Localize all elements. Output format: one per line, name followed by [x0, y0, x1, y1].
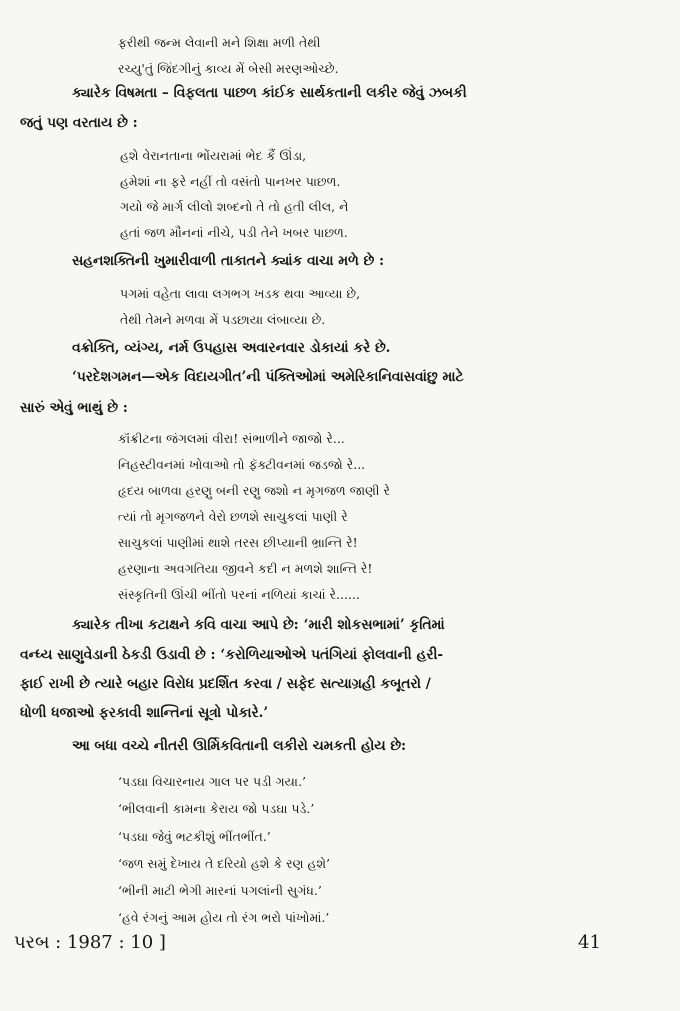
paragraph-line-4: વક્રોક્તિ, વ્યંગ્ય, નર્મ ઉપહાસ અવારનવાર ડોકાયાં કરે છે. [72, 340, 391, 356]
quote-line-5: ‘ભીની માટી ભેગી મારનાં પગલાંની સુગંધ.’ [118, 883, 322, 898]
quote-line-6: ‘હવે રંગનું આમ હોય તો રંગ ભરો પાંખોમાં.’ [118, 910, 330, 925]
paragraph-line-5: ‘પરદેશગમન—એક વિદાયગીત’ની પંક્તિઓમાં અમેરિકાનિવાસવાંછુ માટે [72, 369, 464, 385]
footer-issue: પરબ : 1987 : 10 ] [14, 932, 166, 953]
paragraph-line-3: સહનશક્તિની ખુમારીવાળી તાકાતને ક્યાંક વાચા મળે છે : [72, 253, 385, 269]
paragraph-line-6: સારું એવું ભાથું છે : [20, 400, 128, 416]
quote-line-1: ‘પડઘા વિચારનાય ગાલ પર પડી ગયા.’ [118, 774, 306, 789]
verse-line-7: પગમાં વહેતા લાવા લગભગ ખડક થવા આવ્યા છે, [120, 286, 361, 301]
song-line-2: નિહસ્ટીવનમાં ખોવાઓ તો ફૅક્ટીવનમાં જડજો રે... [118, 457, 366, 472]
quote-line-2: ‘ભીલવાની કામના કેરાય જો પડઘા પડે.’ [118, 801, 315, 816]
page-number: 41 [578, 932, 601, 953]
paragraph-line-2: જતું પણ વરતાય છે : [20, 115, 138, 131]
verse-line-2: રચ્યુ'તું જિંદગીનું કાવ્ય મેં બેસી મરણઓચ્છે. [118, 61, 339, 76]
quote-line-4: ‘જળ સમું દેખાય તે દરિયો હશે કે રણ હશે’ [118, 856, 330, 871]
paragraph-line-8: વન્ધ્ય સાણુવેડાની ઠેકડી ઉડાવી છે : ‘કરોળિયાઓએ પતંગિયાં ફોલવાની હરી- [20, 647, 444, 663]
paragraph-line-10: ધોળી ધજાઓ ફરકાવી શાન્તિનાં સૂત્રો પોકારે.’ [20, 705, 269, 721]
verse-line-5: ગયો જે માર્ગ લીલો શબ્દનો તે તો હતી લીલ, ને [120, 199, 349, 214]
verse-line-4: હમેશાં ના ફરે નહીં તો વસંતો પાનખર પાછળ. [120, 174, 341, 189]
quote-line-3: ‘પડઘા જેવું ભટકીશું ભીંતભીંત.’ [118, 829, 271, 844]
song-line-3: હૃદય બાળવા હરણુ બની રણુ જશો ન મૃગજળ જાણી રે [118, 483, 390, 498]
song-line-4: ત્યાં તો મૃગજળને વેરો છળશે સાચુકલાં પાણી રે [118, 509, 348, 524]
verse-line-3: હશે વેરાનતાના ભોંયરામાં ભેદ કૈં ઊંડા, [120, 148, 307, 163]
paragraph-line-1: ક્યારેક વિષમતા – વિફલતા પાછળ કાંઈક સાર્થકતાની લકીર જેવું ઝબકી [72, 85, 467, 101]
song-line-5: સાચુકલાં પાણીમાં થાશે તરસ છીપ્યાની ભ્રાન્તિ રે! [118, 535, 358, 550]
song-line-7: સંસ્કૃતિની ઊંચી ભીંતો પરનાં નળિયાં કાચાં રે...... [118, 587, 360, 602]
verse-line-6: હતાં જળ મૌનનાં નીચે, પડી તેને ખબર પાછળ. [120, 225, 348, 240]
song-line-6: હરણાના અવગતિયા જીવને કદી ન મળશે શાન્તિ રે! [118, 561, 373, 576]
verse-line-8: તેથી તેમને મળવા મેં પડછાયા લંબાવ્યા છે. [120, 312, 326, 327]
song-line-1: કૉંક્રીટના જંગલમાં વીરા! સંભાળીને જાજો રે... [118, 431, 345, 446]
verse-line-1: ફરીથી જન્મ લેવાની મને શિક્ષા મળી તેથી [118, 35, 321, 50]
paragraph-line-11: આ બધા વચ્ચે નીતરી ઊર્મિકવિતાની લકીરો ચમકતી હોય છે: [72, 738, 407, 754]
paragraph-line-9: ફાઈ રાખી છે ત્યારે બહાર વિરોધ પ્રદર્શિત કરવા / સફેદ સત્યાગ્રહી કબૂતરો / [20, 676, 431, 692]
paragraph-line-7: ક્યારેક તીખા કટાક્ષને કવિ વાચા આપે છે: ‘મારી શોકસભામાં’ કૃતિમાં [72, 617, 445, 633]
